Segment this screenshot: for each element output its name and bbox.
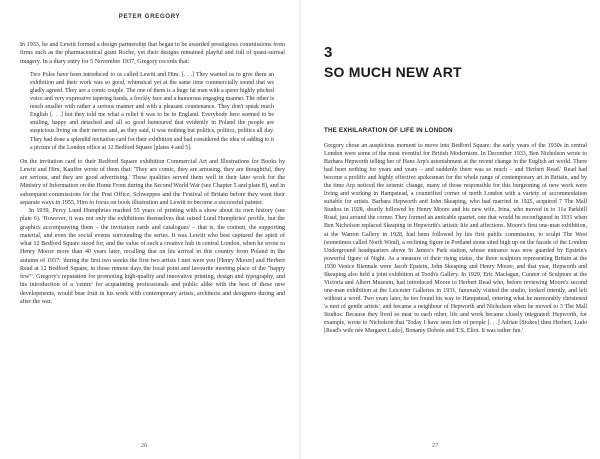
left-page (0, 0, 299, 459)
chapter-title: SO MUCH NEW ART (324, 64, 462, 80)
page-number: 27 (432, 443, 438, 449)
left-body-text (20, 41, 285, 306)
paragraph: On the invitation card to their Bedford Square exhibition Commercial Art and Illustrations for Books by Lewitt and Him, Kauffer wrote of them that: 'They are comic, they are amusing, they are thoughtful, they are serious, and they are good advertising.' These qualities served them well in their later work for the Ministry of Information on the Home Front during the Second World War (see Chapter 5 and plate 8), and in subsequent commissions for the Post Office, Schweppes and the Festival of Britain before they went their separate ways in 1955, Him to focus on book illustration and Lewitt to become a successful painter. (20, 158, 285, 206)
chapter-number: 3 (324, 44, 333, 61)
paragraph: Gregory chose an auspicious moment to move into Bedford Square: the early years of the 1930s in central London were some of the most eventful for British Modernism. In December 1933, Ben Nicholson wrote to Barbara Hepworth telling her of Hans Arp's astonishment at the recent change in the English art world. There had been nothing for years and years – and suddenly there was so much – and Herbert Read.' Read had become a prolific and highly effective spokesman for the whole range of contemporary art in Britain, and by the time Arp noticed the seismic change, many of those responsible for this burgeoning of new work were living and working in Hampstead, a countrified corner of north London with a variety of accommodation suitable for artists. Barbara Hepworth and John Skeaping, who had married in 1925, acquired 7 The Mall Studios in 1928, shortly followed by Henry Moore and his new wife, Irina, who moved in to 11a Parkhill Road, just around the corner. They formed an amicable quartet, one that would be reconfigured in 1931 when Ben Nicholson replaced Skeaping in Hepworth's artistic life and affections. Moore's first one-man exhibition, at the Warren Gallery in 1928, had been followed by his first public commission, to sculpt The West (sometimes called North Wind), a reclining figure in Portland stone sited high up on the facade of the London Underground headquarters above St James's Park station, whose entrance was now guarded by Epstein's powerful figure of Night. As a measure of their rising status, the three sculptors representing Britain at the 1930 Venice Biennale were Jacob Epstein, John Skeaping and Henry Moore, and that year, Hepworth and Skeaping also held a joint exhibition at Tooth's Gallery. In 1929, Eric Maclagan, Curator of Sculpture at the Victoria and Albert Museum, had introduced Moore to Herbert Read who, before reviewing Moore's second one-man exhibition at the Leicester Galleries in 1931, famously visited the studio, looked intently, and left without a word. Two years later, he too found his way to Hampstead, entering what he memorably christened 'a nest of gentle artists', and became a neighbour of Hepworth and Nicholson when he moved to 3 The Mall Studios. Because they lived so near to each other, life and work became closely integrated: Hepworth, for example, wrote to Nicholson that 'Today I have seen lots of people [. . .] Adrian [Stokes] then Herbert, Ludo [Read's wife née Margaret Ludo], Bonamy Dobrée and T.S. Eliot. It was rather fun.' (324, 143, 587, 335)
right-body-text (324, 142, 587, 335)
paragraph: In 1933, he and Lewitt formed a design partnership that began to be awarded prestigious commissions from firms such as the pharmaceutical giant Roche, yet their designs remained playful and full of quasi-surreal imagery. In a diary entry for 5 November 1937, Gregory records that: (20, 42, 285, 65)
block-quote: Two Poles have been introduced to us called Lewitt and Him. [. . .] They wanted us to give them an exhibition and their work was so good, whimsical yet at the same time commercially sound that we gladly agreed. They are a comic couple. The one of them is a huge fat man with a queer highly pitched voice and very expressive tapering hands, a freckly face and a humorous engaging manner. The other is much smaller with rather a serious manner and with a pleasant countenance. They don't speak much English [. . .] but they told me what a relief it was to be in England. Everybody here seemed to be smiling, happy and detached and all so good humoured that evidently in Poland the people are suspicious living on their nerves and, as they said, it was nothing but politics, politics, politics all day. They had done a splendid invitation card for their exhibition and had considered the idea of adding to it a picture of the London office at 12 Bedford Square [plates 4 and 5]. (30, 71, 274, 151)
running-head: PETER GREGORY (118, 13, 181, 20)
section-heading: THE EXHILARATION OF LIFE IN LONDON (324, 127, 453, 134)
right-page (301, 0, 600, 459)
page-number: 26 (141, 443, 147, 449)
paragraph: In 1939, Percy Lund Humphries marked 55 years of printing with a show about its own history (see plate 6). 'However, it was not only the exhibitions themselves that raised Lund Humphries' profile, but the graphics accompanying them – the invitation cards and catalogues' – that is, the content, the supporting material, and even the social events surrounding the series. It was Lewitt who best captured the spirit of what 12 Bedford Square stood for, and the value of such a creative hub in central London, when he wrote to Henry Moore more than 40 years later, recalling that on his arrival in this country from Poland in the autumn of 1937: 'during the first two weeks the first two artists I met were you [Henry Moore] and Herbert Read at 12 Bedford Square, in those remote days the focal point and favourite meeting place of the "happy few"'. Gregory's reputation for promoting high-quality and innovative printing, design and typography, and his introduction of a 'centre' for acquainting professionals and public alike with the best of these new developments, would bear fruit in his work with contemporary artists, architects and designers during and after the war. (20, 208, 285, 305)
